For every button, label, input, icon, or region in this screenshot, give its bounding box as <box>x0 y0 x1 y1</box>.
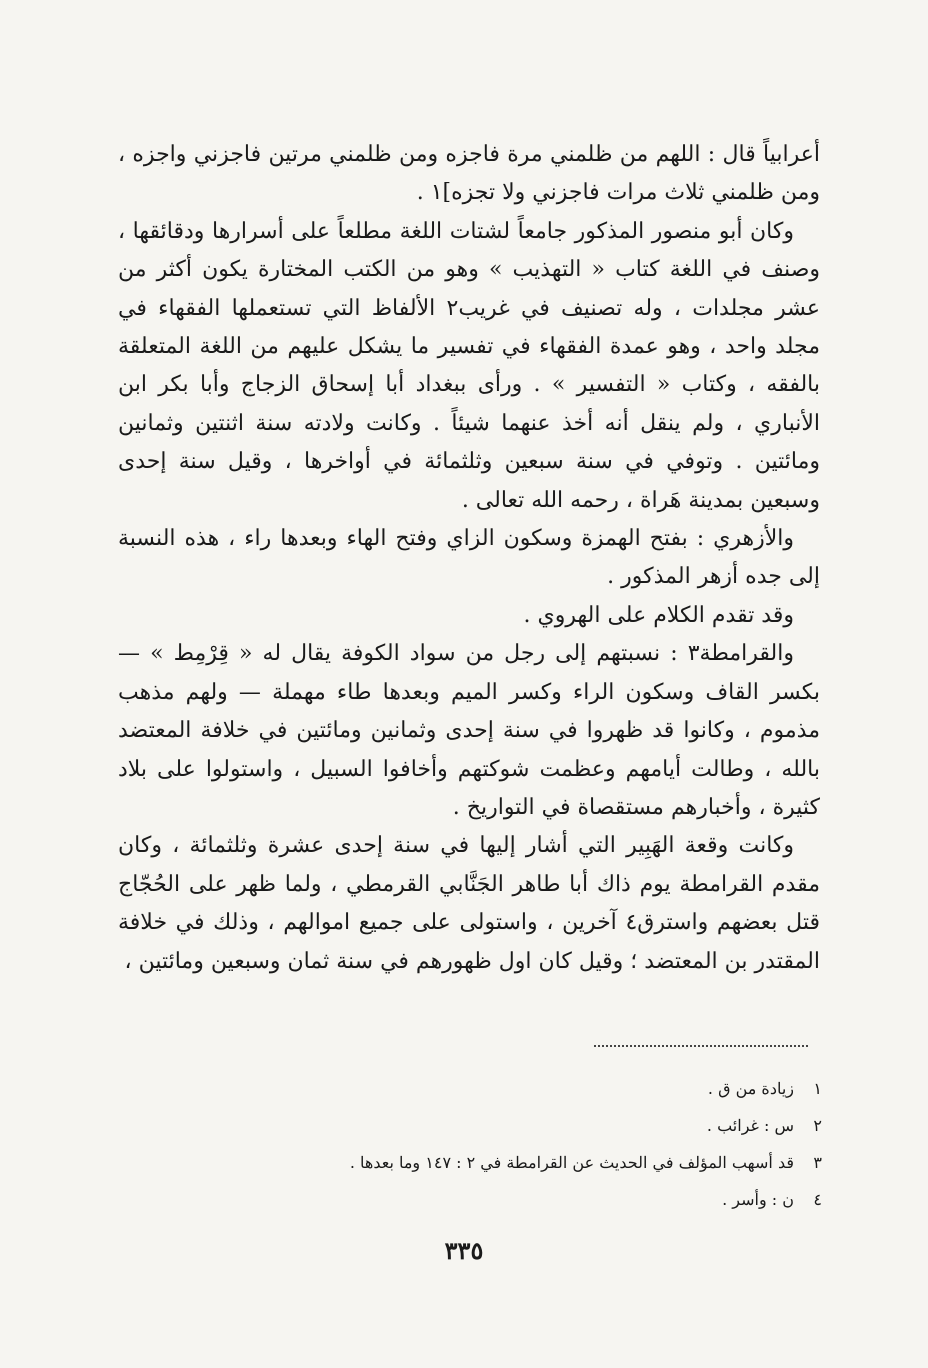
footnote-text: ن : وأسر . <box>722 1190 794 1209</box>
footnote-number: ١ <box>813 1079 822 1098</box>
footnote-number: ٢ <box>813 1116 822 1135</box>
footnote <box>262 1107 822 1144</box>
paragraph: وكانت وقعة الهَبِير التي أشار إليها في سنة إحدى عشرة وثلثمائة ، وكان مقدم القرامطة يوم ذاك أبا طاهر الجَنَّابي القرمطي ، ولما ظهر على الحُجّاج قتل بعضهم واسترق٤ آخرين ، واستولى على جميع اموالهم ، وذلك في خلافة المقتدر بن المعتضد ؛ وقيل كان اول ظهورهم في سنة ثمان وسبعين ومائتين ، <box>118 833 820 974</box>
paragraph: والقرامطة٣ : نسبتهم إلى رجل من سواد الكوفة يقال له « قِرْمِط » — بكسر القاف وسكون الراء وكسر الميم وبعدها طاء مهملة — ولهم مذهب مذموم ، وكانوا قد ظهروا في سنة إحدى وثمانين ومائتين في خلافة المعتضد بالله ، وطالت أيامهم وعظمت شوكتهم وأخافوا السبيل ، واستولوا على بلاد كثيرة ، وأخبارهم مستقصاة في التواريخ . <box>118 641 820 820</box>
footnote <box>262 1181 822 1218</box>
body-text <box>118 136 820 981</box>
paragraph: وكان أبو منصور المذكور جامعاً لشتات اللغة مطلعاً على أسرارها ودقائقها ، وصنف في اللغة كتاب « التهذيب » وهو من الكتب المختارة يكون أكثر من عشر مجلدات ، وله تصنيف في غريب٢ الألفاظ التي تستعملها الفقهاء في مجلد واحد ، وهو عمدة الفقهاء في تفسير ما يشكل عليهم من اللغة المتعلقة بالفقه ، وكتاب « التفسير » . ورأى ببغداد أبا إسحاق الزجاج وأبا بكر ابن الأنباري ، ولم ينقل أنه أخذ عنهما شيئاً . وكانت ولادته سنة اثنتين وثمانين ومائتين . وتوفي في سنة سبعين وثلثمائة في أواخرها ، وقيل سنة إحدى وسبعين بمدينة هَراة ، رحمه الله تعالى . <box>118 218 820 513</box>
footnote-number: ٤ <box>813 1190 822 1209</box>
page-number: ٣٣٥ <box>444 1236 484 1265</box>
footnote <box>262 1144 822 1181</box>
footnote-text: س : غرائب . <box>706 1116 794 1135</box>
paragraph: وقد تقدم الكلام على الهروي . <box>523 602 794 628</box>
footnote-text: زيادة من ق . <box>707 1079 794 1098</box>
footnote-separator <box>594 1045 808 1047</box>
footnote-number: ٣ <box>813 1153 822 1172</box>
footnotes <box>262 1070 822 1218</box>
footnote <box>262 1070 822 1107</box>
paragraph: أعرابياً قال : اللهم من ظلمني مرة فاجزه ومن ظلمني مرتين فاجزني واجزه ، ومن ظلمني ثلاث مرات فاجزني ولا تجزه]١ . <box>118 142 820 206</box>
footnote-text: قد أسهب المؤلف في الحديث عن القرامطة في ٢ : ١٤٧ وما بعدها . <box>349 1153 794 1172</box>
paragraph: والأزهري : بفتح الهمزة وسكون الزاي وفتح الهاء وبعدها راء ، هذه النسبة إلى جده أزهر المذكور . <box>118 526 820 590</box>
